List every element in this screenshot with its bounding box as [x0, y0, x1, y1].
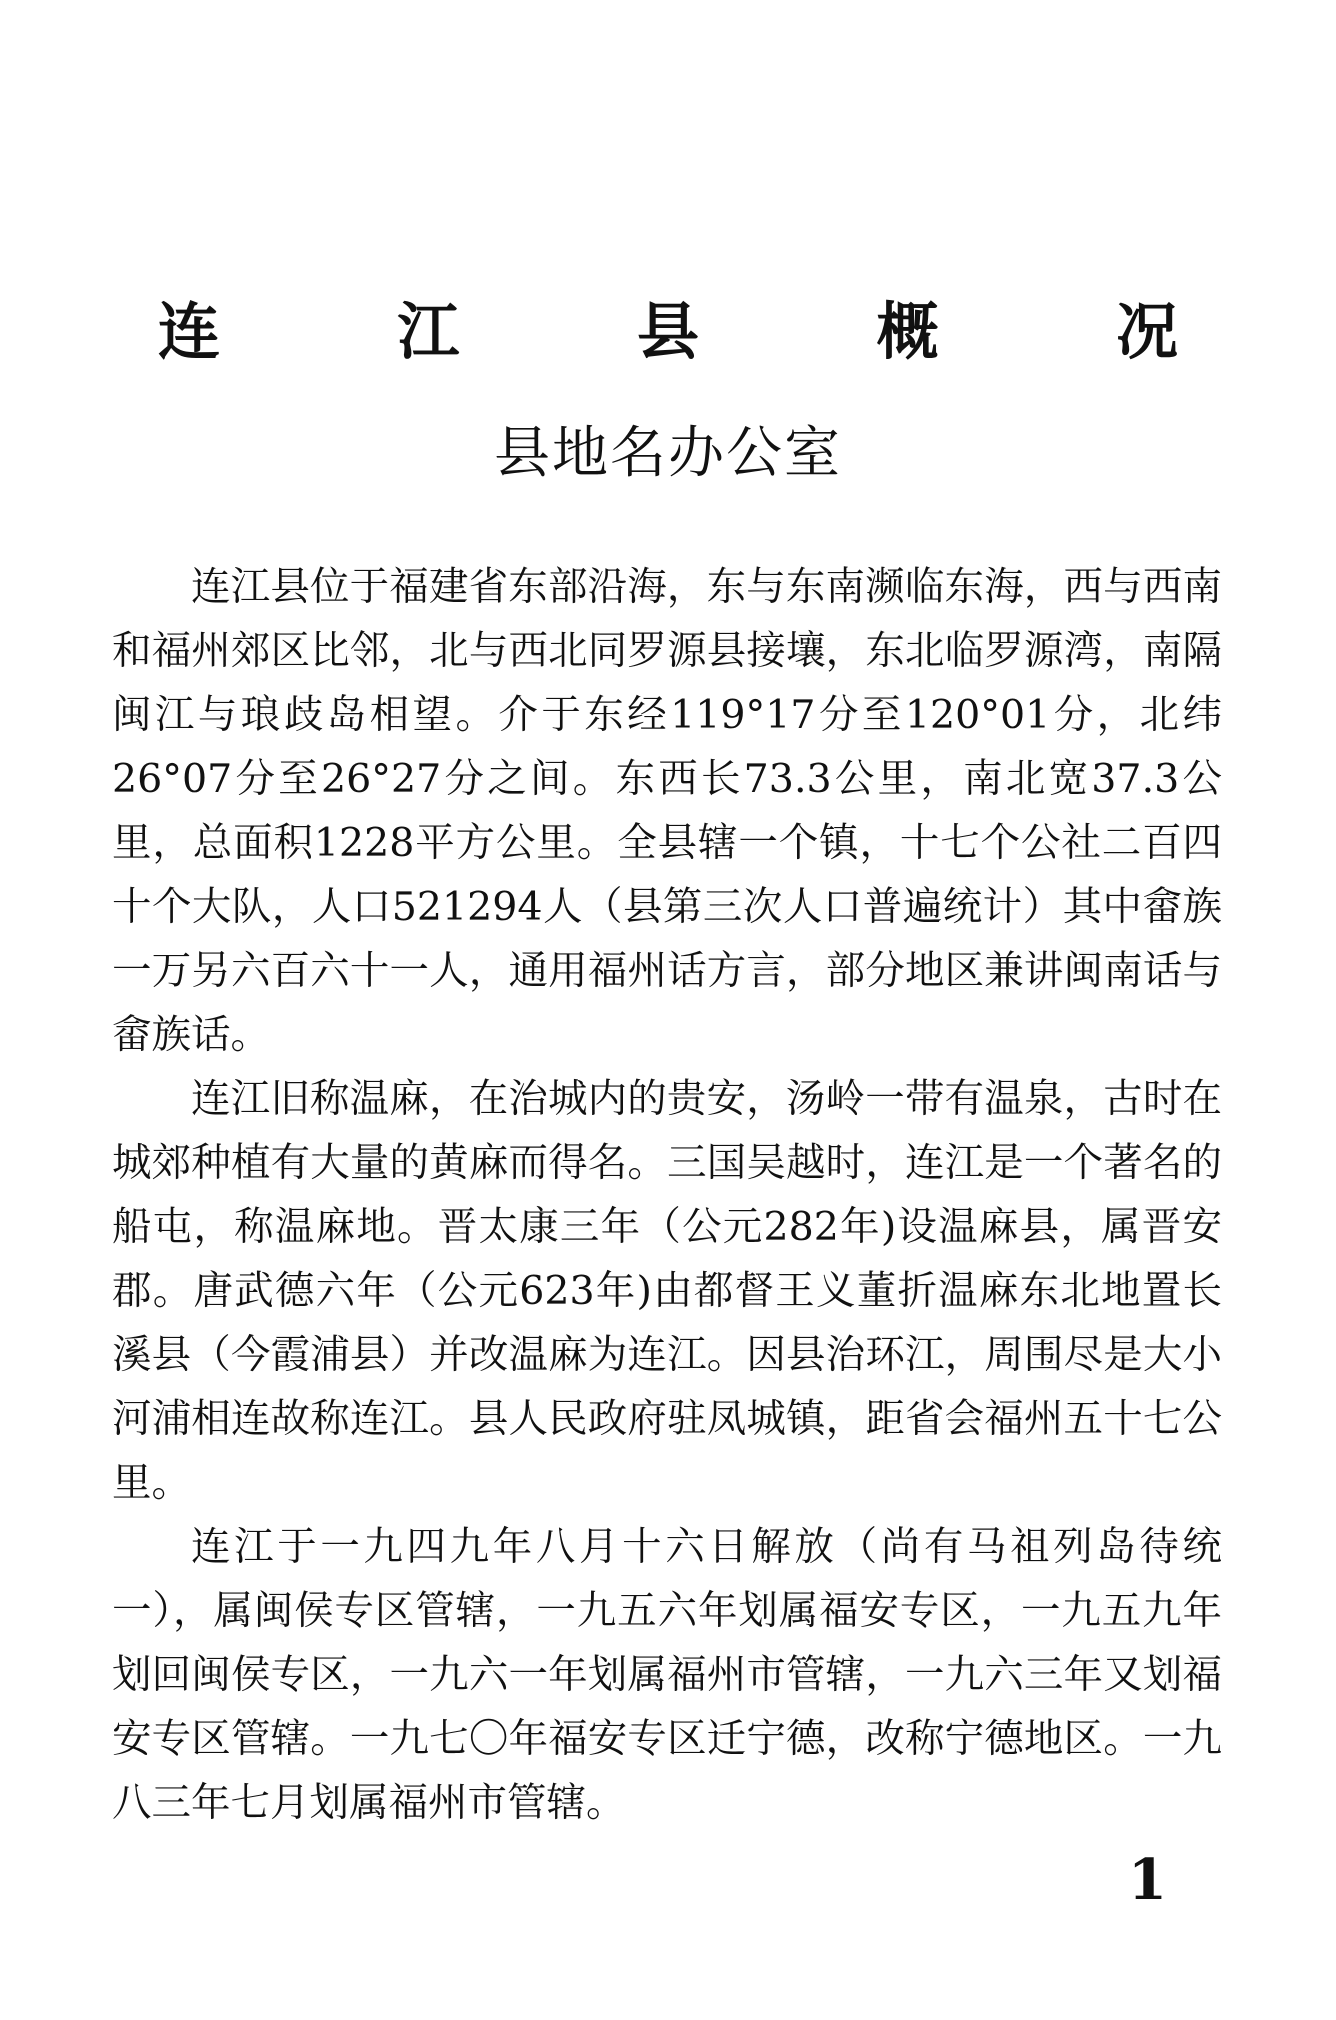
paragraph-2: 连江旧称温麻，在治城内的贵安，汤岭一带有温泉，古时在城郊种植有大量的黄麻而得名。三国吴越时，连江是一个著名的船屯，称温麻地。晋太康三年（公元282年)设温麻县，属晋安郡。唐武德六年（公元623年)由都督王义董折温麻东北地置长溪县（今霞浦县）并改温麻为连江。因县治环江，周围尽是大小河浦相连故称连江。县人民政府驻凤城镇，距省会福州五十七公里。 — [112, 1076, 1222, 1506]
page-title: 连 江 县 概 况 — [157, 295, 1257, 368]
paragraph-3: 连江于一九四九年八月十六日解放（尚有马祖列岛待统一），属闽侯专区管辖，一九五六年划属福安专区，一九五九年划回闽侯专区，一九六一年划属福州市管辖，一九六三年又划福安专区管辖。一九七〇年福安专区迁宁德，改称宁德地区。一九八三年七月划属福州市管辖。 — [112, 1524, 1222, 1826]
paragraph-1: 连江县位于福建省东部沿海，东与东南濒临东海，西与西南和福州郊区比邻，北与西北同罗源县接壤，东北临罗源湾，南隔闽江与琅歧岛相望。介于东经119°17分至120°01分，北纬26°07分至26°27分之间。东西长73.3公里，南北宽37.3公里，总面积1228平方公里。全县辖一个镇，十七个公社二百四十个大队，人口521294人（县第三次人口普遍统计）其中畲族一万另六百六十一人，通用福州话方言，部分地区兼讲闽南话与畲族话。 — [112, 564, 1222, 1058]
author-line: 县地名办公室 — [494, 421, 842, 486]
page-number: 1 — [1128, 1847, 1167, 1913]
body-text — [112, 555, 1222, 1835]
